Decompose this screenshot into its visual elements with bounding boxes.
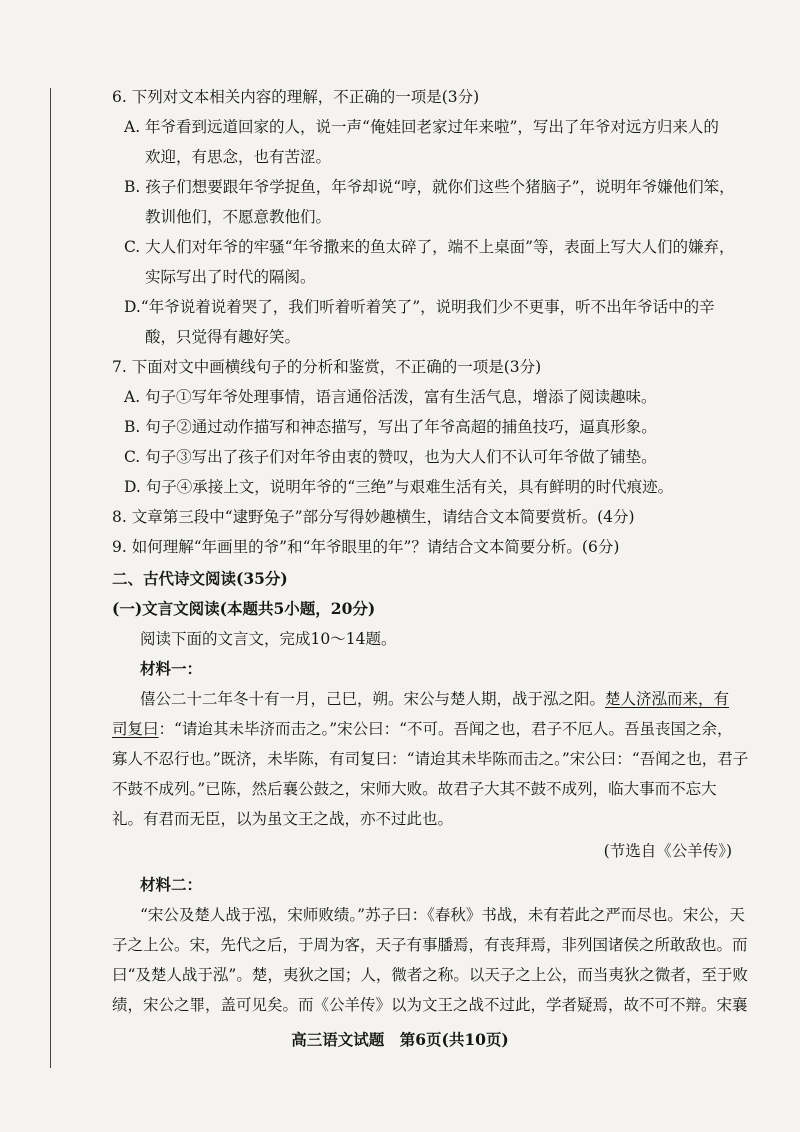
underlined-sentence: 楚人济泓而来，有 xyxy=(605,690,730,708)
reading-instruction: 阅读下面的文言文，完成10～14题。 xyxy=(140,630,397,648)
material-1-line-2: 司复曰：“请迨其未毕济而击之。”宋公曰：“不可。吾闻之也，君子不厄人。吾虽丧国之余， xyxy=(112,720,733,738)
underlined-sentence-cont: 司复曰 xyxy=(112,720,159,738)
material-2-line-3: 曰“及楚人战于泓”。楚，夷狄之国；人，微者之称。以天子之上公，而当夷狄之微者，至于败 xyxy=(112,966,748,984)
question-7-option-d: D. 句子④承接上文，说明年爷的“三绝”与艰难生活有关，具有鲜明的时代痕迹。 xyxy=(124,478,674,496)
question-6-stem: 6. 下列对文本相关内容的理解，不正确的一项是(3分) xyxy=(112,88,480,106)
subsection-1-heading: (一)文言文阅读(本题共5小题，20分) xyxy=(112,599,376,618)
question-6-option-d-line1: D.“年爷说着说着哭了，我们听着听着笑了”，说明我们少不更事，听不出年爷话中的辛 xyxy=(124,298,715,316)
question-6-option-b-line1: B. 孩子们想要跟年爷学捉鱼，年爷却说“哼，就你们这些个猪脑子”，说明年爷嫌他们笨， xyxy=(124,178,735,196)
material-2-line-2: 子之上公。宋，先代之后，于周为客，天子有事膰焉，有丧拜焉，非列国诸侯之所敢敌也。而 xyxy=(112,936,748,954)
material-2-line-1: “宋公及楚人战于泓，宋师败绩。”苏子曰：《春秋》书战，未有若此之严而尽也。宋公，天 xyxy=(140,906,745,924)
material-1-line-5: 礼。有君而无臣，以为虽文王之战，亦不过此也。 xyxy=(112,810,454,828)
question-8: 8. 文章第三段中“逮野兔子”部分写得妙趣横生，请结合文本简要赏析。(4分) xyxy=(112,508,635,526)
question-7-option-b: B. 句子②通过动作描写和神态描写，写出了年爷高超的捕鱼技巧，逼真形象。 xyxy=(124,418,657,436)
question-6-option-d-line2: 酸，只觉得有趣好笑。 xyxy=(145,328,301,346)
question-7-stem: 7. 下面对文中画横线句子的分析和鉴赏，不正确的一项是(3分) xyxy=(112,358,542,376)
question-9: 9. 如何理解“年画里的爷”和“年爷眼里的年”？请结合文本简要分析。(6分) xyxy=(112,538,620,556)
question-6-option-c-line1: C. 大人们对年爷的牢骚“年爷撒来的鱼太碎了，端不上桌面”等，表面上写大人们的嫌弃， xyxy=(124,238,735,256)
section-2-heading: 二、古代诗文阅读(35分) xyxy=(112,569,288,588)
material-2-label: 材料二： xyxy=(140,875,203,894)
question-7-option-a: A. 句子①写年爷处理事情，语言通俗活泼，富有生活气息，增添了阅读趣味。 xyxy=(124,388,657,406)
question-7-option-c: C. 句子③写出了孩子们对年爷由衷的赞叹，也为大人们不认可年爷做了铺垫。 xyxy=(124,448,657,466)
material-2-line-4: 绩，宋公之罪，盖可见矣。而《公羊传》以为文王之战不过此，学者疑焉，故不可不辩。宋襄 xyxy=(112,996,748,1014)
question-6-option-b-line2: 教训他们，不愿意教他们。 xyxy=(145,208,332,226)
question-6-option-a-line2: 欢迎，有思念，也有苦涩。 xyxy=(145,148,332,166)
question-6-option-c-line2: 实际写出了时代的隔阂。 xyxy=(145,268,316,286)
page-footer: 高三语文试题 第6页(共10页) xyxy=(291,1030,509,1049)
material-1-source: (节选自《公羊传》) xyxy=(603,842,732,860)
binding-margin-line xyxy=(50,88,51,1068)
material-1-line-3: 寡人不忍行也。”既济，未毕陈，有司复曰：“请迨其未毕陈而击之。”宋公曰：“吾闻之也，君子 xyxy=(112,750,749,768)
material-1-line-1: 僖公二十二年冬十有一月，己巳，朔。宋公与楚人期，战于泓之阳。楚人济泓而来，有 xyxy=(140,690,730,708)
material-1-label: 材料一： xyxy=(140,659,203,678)
material-1-line-4: 不鼓不成列。”已陈，然后襄公鼓之，宋师大败。故君子大其不鼓不成列，临大事而不忘大 xyxy=(112,780,717,798)
question-6-option-a-line1: A. 年爷看到远道回家的人，说一声“俺娃回老家过年来啦”，写出了年爷对远方归来人的 xyxy=(124,118,719,136)
